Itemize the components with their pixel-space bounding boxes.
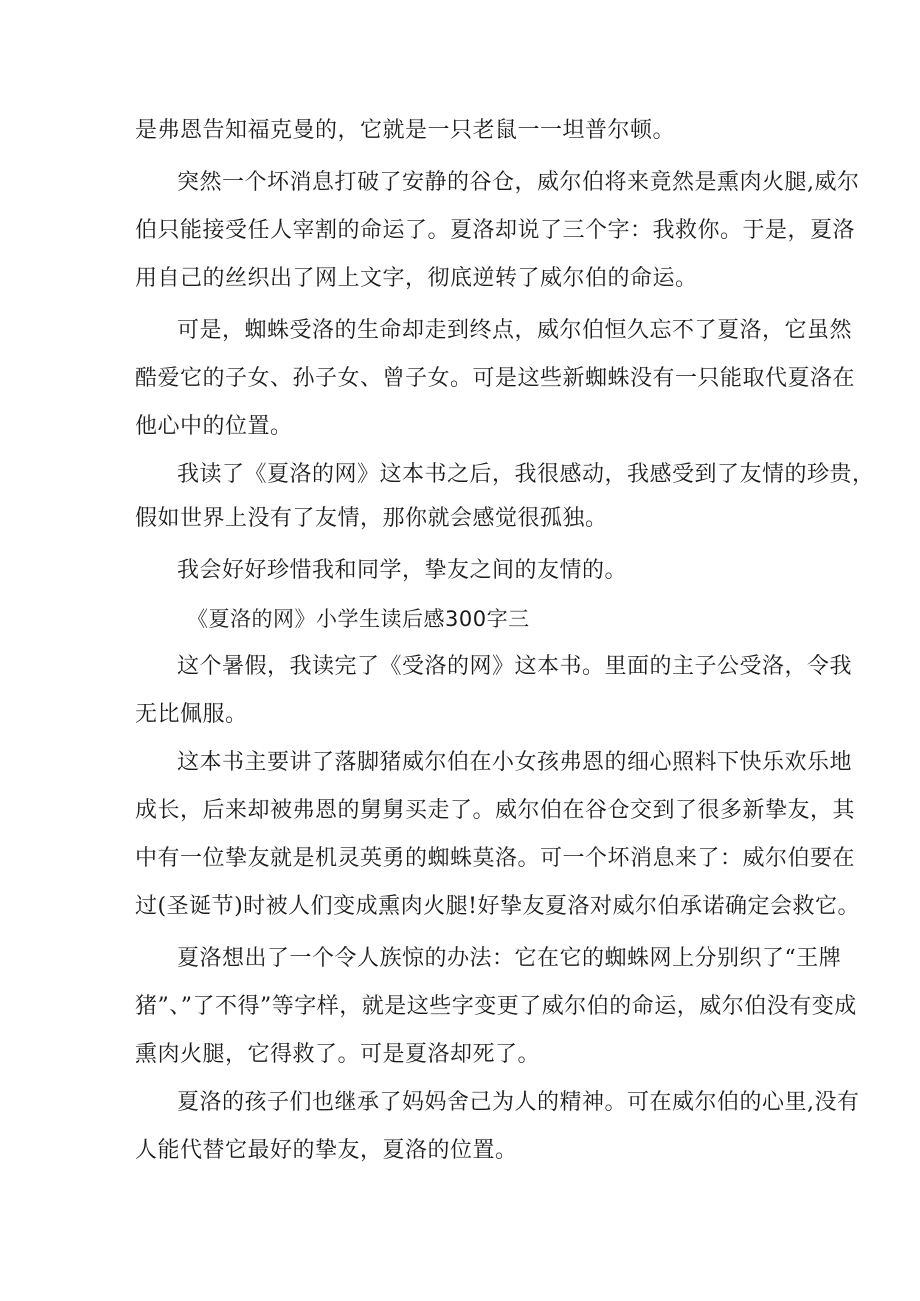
text-line-12: 这个暑假，我读完了《受洛的网》这本书。里面的主子公受洛，令我	[177, 654, 853, 679]
text-line-6: 酷爱它的子女、孙子女、曾子女。可是这些新蜘蛛没有一只能取代夏洛在	[135, 366, 856, 391]
text-line-18: 夏洛想出了一个令人族惊的办法：它在它的蜘蛛网上分别织了“王牌	[177, 946, 842, 971]
text-line-4: 用自己的丝织出了网上文字，彻底逆转了威尔伯的命运。	[135, 266, 698, 291]
text-line-14: 这本书主要讲了落脚猪威尔伯在小女孩弗恩的细心照料下快乐欢乐地	[177, 750, 853, 775]
text-line-19: 猪”、”了不得”等字样，就是这些字变更了威尔伯的命运，威尔伯没有变成	[135, 994, 857, 1019]
text-line-9: 假如世界上没有了友情，那你就会感觉很孤独。	[135, 506, 608, 531]
text-line-20: 熏肉火腿，它得救了。可是夏洛却死了。	[135, 1042, 541, 1067]
text-line-8: 我读了《夏洛的网》这本书之后，我很感动，我感受到了友情的珍贵，	[177, 462, 875, 487]
text-line-16: 中有一位挚友就是机灵英勇的蜘蛛莫洛。可一个坏消息来了：威尔伯要在	[135, 846, 856, 871]
text-line-5: 可是，蜘蛛受洛的生命却走到终点，威尔伯恒久忘不了夏洛，它虽然	[177, 318, 853, 343]
section-heading: 《夏洛的网》小学生读后感300字三	[187, 607, 530, 631]
text-line-10: 我会好好珍惜我和同学，挚友之间的友情的。	[177, 558, 628, 583]
text-line-7: 他心中的位置。	[135, 414, 293, 439]
text-line-15: 成长，后来却被弗恩的舅舅买走了。威尔伯在谷仓交到了很多新挚友，其	[135, 798, 856, 823]
text-line-22: 人能代替它最好的挚友，夏洛的位置。	[135, 1138, 518, 1163]
text-line-1: 是弗恩告知福克曼的，它就是一只老鼠一一坦普尔顿。	[135, 118, 676, 143]
text-line-13: 无比佩服。	[135, 702, 248, 727]
text-line-2: 突然一个坏消息打破了安静的谷仓，威尔伯将来竟然是熏肉火腿,威尔	[177, 170, 860, 195]
text-line-17: 过(圣诞节)时被人们变成熏肉火腿!好挚友夏洛对威尔伯承诺确定会救它。	[135, 894, 861, 919]
text-line-21: 夏洛的孩子们也继承了妈妈舍己为人的精神。可在威尔伯的心里,没有	[177, 1090, 860, 1115]
text-line-3: 伯只能接受任人宰割的命运了。夏洛却说了三个字：我救你。于是，夏洛	[135, 218, 856, 243]
